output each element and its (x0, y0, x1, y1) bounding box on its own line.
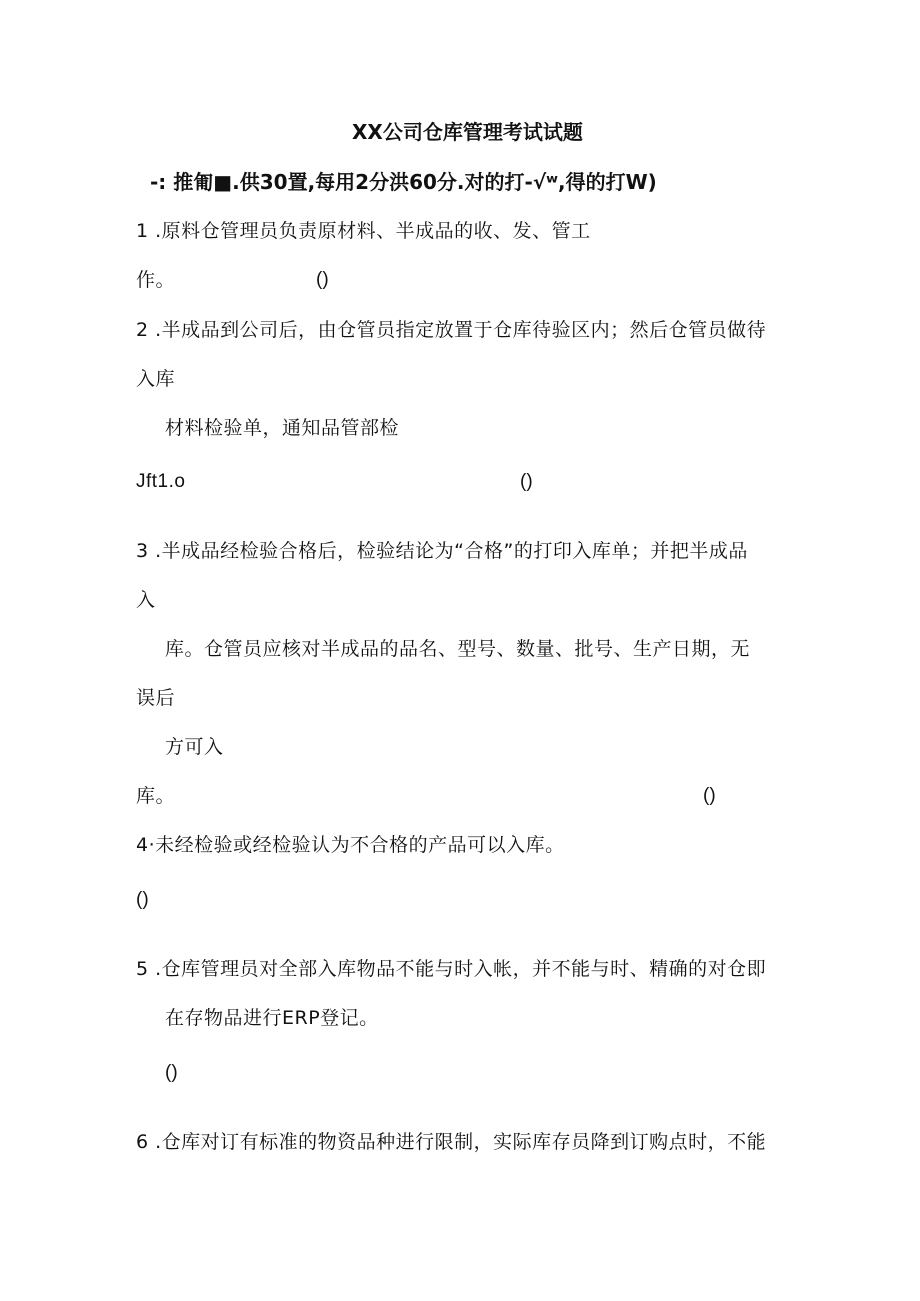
question-5-answer-blank[interactable]: () (165, 1062, 178, 1083)
question-3-line-3: 库。仓管员应核对半成品的品名、型号、数量、批号、生产日期，无 (165, 638, 751, 660)
question-1-line-2: 作。 (136, 269, 176, 291)
question-6-line-1: 6 .仓库对订有标准的物资品种进行限制，实际库存员降到订购点时，不能 (136, 1131, 767, 1153)
section-instruction: -: 推匍■.供30置,每用2分洪60分.对的打-√ʷ,得的打W) (150, 170, 657, 194)
question-5-line-1: 5 .仓库管理员对全部入库物品不能与时入帐，并不能与时、精确的对仓即 (136, 958, 767, 980)
question-3-answer-blank[interactable]: () (703, 785, 716, 806)
question-3-line-2: 入 (136, 589, 156, 611)
question-3-line-6: 库。 (136, 785, 176, 807)
question-4-answer-blank[interactable]: () (136, 889, 149, 910)
question-3-line-5: 方可入 (165, 736, 224, 758)
question-2-line-4: Jft1.o (136, 471, 186, 492)
question-2-line-1: 2 .半成品到公司后，由仓管员指定放置于仓库待验区内；然后仓管员做待 (136, 319, 767, 341)
question-4-line-1: 4·未经检验或经检验认为不合格的产品可以入库。 (136, 834, 565, 856)
question-1-answer-blank[interactable]: () (316, 269, 329, 290)
question-5-line-2: 在存物品进行ERP登记。 (165, 1007, 379, 1029)
question-2-line-3: 材料检验单，通知品管部检 (165, 417, 400, 439)
question-1-line-1: 1 .原料仓管理员负责原材料、半成品的收、发、管工 (136, 220, 591, 242)
page-title: XX公司仓库管理考试试题 (352, 120, 583, 144)
question-2-line-2: 入库 (136, 368, 176, 390)
question-3-line-1: 3 .半成品经检验合格后，检验结论为“合格”的打印入库单；并把半成品 (136, 540, 748, 562)
question-3-line-4: 误后 (136, 687, 176, 709)
question-2-answer-blank[interactable]: () (520, 471, 533, 492)
